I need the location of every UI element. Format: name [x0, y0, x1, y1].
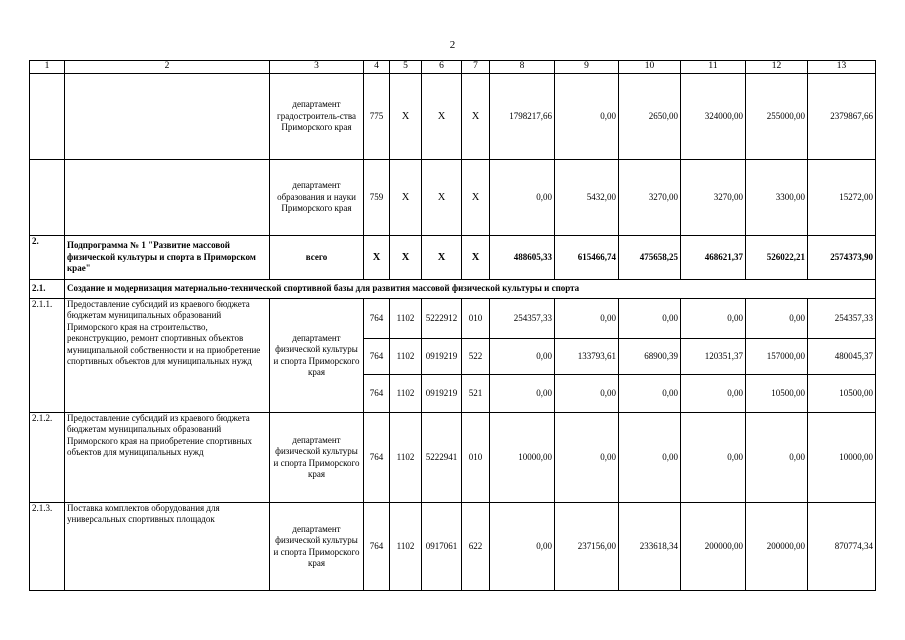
code-cell: 1102: [390, 299, 422, 339]
code-cell: 0919219: [422, 339, 462, 375]
value-cell: 2574373,90: [808, 236, 876, 280]
header-cell: 8: [490, 61, 555, 74]
header-cell: 7: [462, 61, 490, 74]
section-title: Создание и модернизация материально-технической спортивной базы для развития массовой физической культуры и спорта: [65, 280, 876, 299]
code-cell: 0917061: [422, 503, 462, 591]
value-cell: 475658,25: [619, 236, 681, 280]
table-row: [30, 74, 876, 160]
value-cell: 3270,00: [681, 160, 746, 236]
header-cell: 12: [746, 61, 808, 74]
code-cell: Х: [364, 236, 390, 280]
code-cell: 759: [364, 160, 390, 236]
header-cell: 10: [619, 61, 681, 74]
item-number-cell: 2.1.3.: [30, 503, 65, 591]
section-row: [30, 280, 876, 299]
code-cell: 764: [364, 413, 390, 503]
code-cell: 1102: [390, 503, 422, 591]
item-name-cell: Предоставление субсидий из краевого бюджета бюджетам муниципальных образований Приморского края на строительство, реконструкцию, ремонт спортивных объектов муниципальной собственности и на приобретение спортивных объектов для муниципальных нужд: [65, 299, 270, 413]
value-cell: 2650,00: [619, 74, 681, 160]
code-cell: 764: [364, 375, 390, 413]
header-cell: 9: [555, 61, 619, 74]
code-cell: 5222912: [422, 299, 462, 339]
value-cell: 0,00: [555, 413, 619, 503]
value-cell: 0,00: [555, 74, 619, 160]
value-cell: 526022,21: [746, 236, 808, 280]
executor-cell: департамент образования и науки Приморского края: [270, 160, 364, 236]
value-cell: 15272,00: [808, 160, 876, 236]
value-cell: 0,00: [619, 299, 681, 339]
code-cell: 764: [364, 339, 390, 375]
value-cell: 0,00: [746, 299, 808, 339]
code-cell: Х: [422, 160, 462, 236]
table-row: [30, 503, 876, 591]
executor-cell: всего: [270, 236, 364, 280]
header-cell: 4: [364, 61, 390, 74]
value-cell: 10000,00: [808, 413, 876, 503]
item-number-cell: 2.1.: [30, 280, 65, 299]
value-cell: 255000,00: [746, 74, 808, 160]
code-cell: Х: [390, 74, 422, 160]
header-cell: 6: [422, 61, 462, 74]
value-cell: 0,00: [681, 413, 746, 503]
code-cell: Х: [462, 74, 490, 160]
value-cell: 120351,37: [681, 339, 746, 375]
code-cell: 1102: [390, 413, 422, 503]
value-cell: 324000,00: [681, 74, 746, 160]
subprogram-row: [30, 236, 876, 280]
item-name-cell: Поставка комплектов оборудования для универсальных спортивных площадок: [65, 503, 270, 591]
header-cell: 13: [808, 61, 876, 74]
value-cell: 1798217,66: [490, 74, 555, 160]
value-cell: 3300,00: [746, 160, 808, 236]
table-row: [30, 160, 876, 236]
item-name-cell: [65, 74, 270, 160]
value-cell: 10000,00: [490, 413, 555, 503]
code-cell: Х: [462, 160, 490, 236]
value-cell: 10500,00: [746, 375, 808, 413]
code-cell: Х: [422, 236, 462, 280]
value-cell: 2379867,66: [808, 74, 876, 160]
value-cell: 237156,00: [555, 503, 619, 591]
value-cell: 3270,00: [619, 160, 681, 236]
item-name-cell: Подпрограмма № 1 "Развитие массовой физической культуры и спорта в Приморском крае": [65, 236, 270, 280]
value-cell: 488605,33: [490, 236, 555, 280]
code-cell: 764: [364, 503, 390, 591]
code-cell: 522: [462, 339, 490, 375]
code-cell: 622: [462, 503, 490, 591]
code-cell: 5222941: [422, 413, 462, 503]
header-cell: 2: [65, 61, 270, 74]
value-cell: 0,00: [681, 299, 746, 339]
code-cell: 521: [462, 375, 490, 413]
table-row: [30, 413, 876, 503]
value-cell: 200000,00: [681, 503, 746, 591]
value-cell: 0,00: [681, 375, 746, 413]
executor-cell: департамент градостроитель-ства Приморского края: [270, 74, 364, 160]
executor-cell: департамент физической культуры и спорта Приморского края: [270, 299, 364, 413]
value-cell: 480045,37: [808, 339, 876, 375]
item-number-cell: 2.: [30, 236, 65, 280]
code-cell: 0919219: [422, 375, 462, 413]
value-cell: 0,00: [490, 503, 555, 591]
value-cell: 0,00: [490, 375, 555, 413]
item-name-cell: [65, 160, 270, 236]
header-cell: 5: [390, 61, 422, 74]
value-cell: 0,00: [555, 375, 619, 413]
value-cell: 0,00: [619, 413, 681, 503]
value-cell: 870774,34: [808, 503, 876, 591]
executor-cell: департамент физической культуры и спорта Приморского края: [270, 503, 364, 591]
executor-cell: департамент физической культуры и спорта Приморского края: [270, 413, 364, 503]
code-cell: Х: [390, 160, 422, 236]
value-cell: 0,00: [555, 299, 619, 339]
budget-table: [29, 60, 876, 591]
value-cell: 133793,61: [555, 339, 619, 375]
value-cell: 0,00: [619, 375, 681, 413]
code-cell: 1102: [390, 375, 422, 413]
value-cell: 254357,33: [490, 299, 555, 339]
code-cell: Х: [390, 236, 422, 280]
page-number: 2: [449, 39, 456, 51]
item-name-cell: Предоставление субсидий из краевого бюджета бюджетам муниципальных образований Приморского края на приобретение спортивных объектов для муниципальных нужд: [65, 413, 270, 503]
value-cell: 615466,74: [555, 236, 619, 280]
value-cell: 68900,39: [619, 339, 681, 375]
item-number-cell: [30, 160, 65, 236]
header-cell: 1: [30, 61, 65, 74]
table-row: [30, 299, 876, 339]
value-cell: 254357,33: [808, 299, 876, 339]
header-cell: 11: [681, 61, 746, 74]
value-cell: 233618,34: [619, 503, 681, 591]
value-cell: 157000,00: [746, 339, 808, 375]
item-number-cell: 2.1.1.: [30, 299, 65, 413]
value-cell: 5432,00: [555, 160, 619, 236]
value-cell: 10500,00: [808, 375, 876, 413]
code-cell: 1102: [390, 339, 422, 375]
value-cell: 0,00: [490, 339, 555, 375]
value-cell: 468621,37: [681, 236, 746, 280]
code-cell: Х: [462, 236, 490, 280]
code-cell: 775: [364, 74, 390, 160]
item-number-cell: [30, 74, 65, 160]
code-cell: 764: [364, 299, 390, 339]
value-cell: 0,00: [490, 160, 555, 236]
code-cell: 010: [462, 299, 490, 339]
header-cell: 3: [270, 61, 364, 74]
column-number-row: [30, 61, 876, 74]
code-cell: Х: [422, 74, 462, 160]
item-number-cell: 2.1.2.: [30, 413, 65, 503]
code-cell: 010: [462, 413, 490, 503]
value-cell: 0,00: [746, 413, 808, 503]
value-cell: 200000,00: [746, 503, 808, 591]
